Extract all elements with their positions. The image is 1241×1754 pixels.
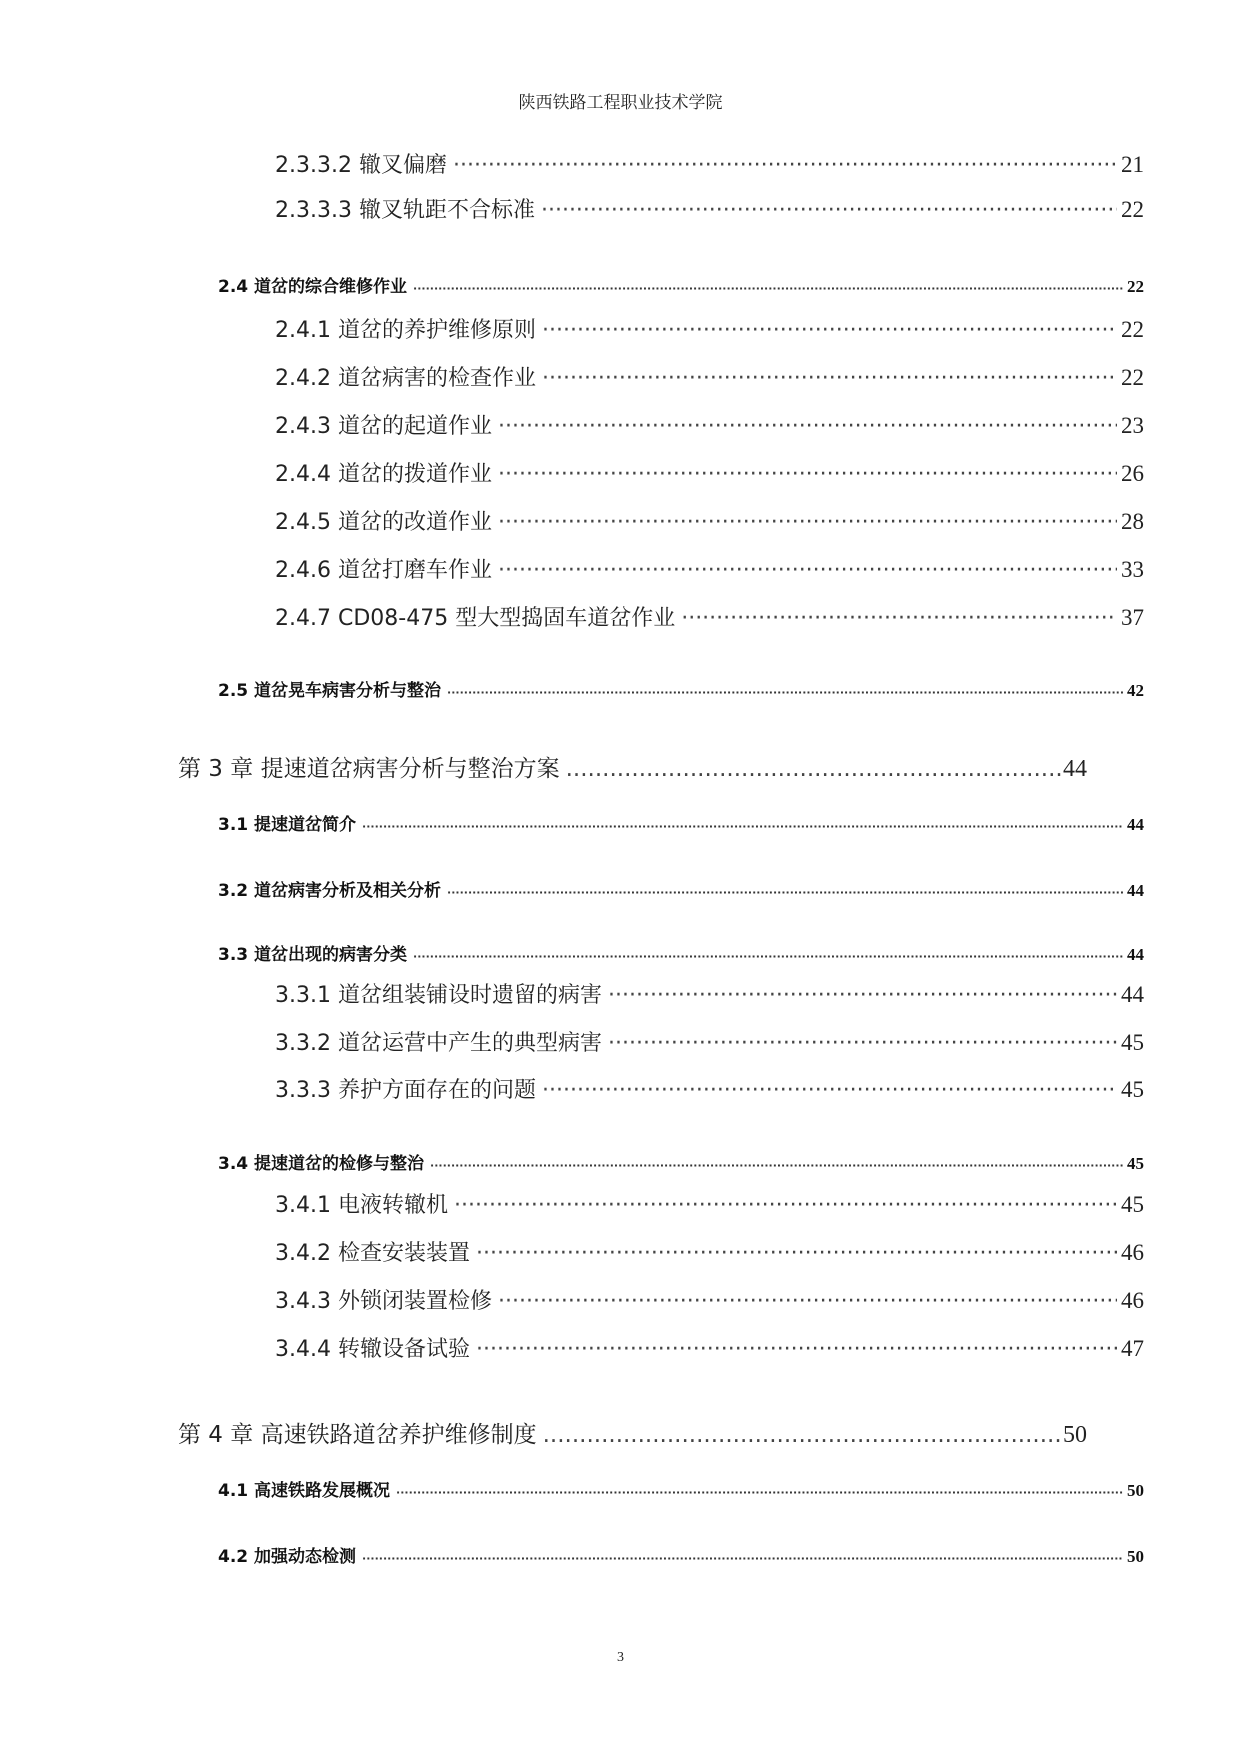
toc-entry-page: 44 <box>1127 881 1144 900</box>
toc-entry-label: 3.4 提速道岔的检修与整治 <box>218 1154 425 1174</box>
toc-entry-page: 22 <box>1127 277 1144 296</box>
toc-entry[interactable] <box>275 505 1144 536</box>
toc-entry-label: 3.4.2 检查安装装置 <box>275 1241 470 1266</box>
toc-entry-page: 21 <box>1121 152 1144 177</box>
toc-entry-page: 50 <box>1127 1481 1144 1500</box>
toc-leader <box>608 1031 1117 1056</box>
toc-leader <box>541 198 1117 223</box>
toc-entry-page: 26 <box>1121 461 1144 486</box>
toc-entry-label: 2.5 道岔晃车病害分析与整治 <box>218 681 442 701</box>
toc-leader <box>447 886 1123 899</box>
toc-entry-label: 第 3 章 提速道岔病害分析与整治方案 <box>178 756 560 782</box>
toc-entry-page: 44 <box>1127 815 1144 834</box>
toc-leader <box>498 558 1117 583</box>
toc-entry[interactable] <box>275 313 1144 344</box>
toc-leader <box>396 1486 1123 1499</box>
toc-entry[interactable] <box>275 1284 1144 1315</box>
toc-leader <box>413 950 1123 963</box>
toc-entry-label: 3.4.4 转辙设备试验 <box>275 1337 470 1362</box>
toc-entry-page: 33 <box>1121 557 1144 582</box>
toc-entry-page: 23 <box>1121 413 1144 438</box>
toc-entry-page: 22 <box>1121 197 1144 222</box>
toc-leader <box>498 414 1117 439</box>
toc-leader <box>542 366 1117 391</box>
toc-leader <box>542 1078 1117 1103</box>
toc-entry-label: 2.3.3.2 辙叉偏磨 <box>275 153 447 178</box>
toc-entry[interactable] <box>218 272 1144 297</box>
page-number: 3 <box>617 1650 624 1665</box>
toc-leader <box>608 983 1117 1008</box>
toc-entry[interactable] <box>275 409 1144 440</box>
toc-entry[interactable] <box>218 1149 1144 1174</box>
toc-entry-page: 46 <box>1121 1240 1144 1265</box>
toc-entry-label: 3.4.1 电液转辙机 <box>275 1193 448 1218</box>
toc-entry-page: 44 <box>1121 982 1144 1007</box>
toc-entry-label: 3.3.3 养护方面存在的问题 <box>275 1078 536 1103</box>
toc-entry[interactable] <box>275 193 1144 224</box>
toc-leader <box>476 1241 1117 1266</box>
toc-entry-label: 3.3.2 道岔运营中产生的典型病害 <box>275 1031 602 1056</box>
toc-entry[interactable] <box>275 601 1144 632</box>
toc-entry-label: 2.4.7 CD08-475 型大型捣固车道岔作业 <box>275 606 676 631</box>
toc-entry-label: 3.2 道岔病害分析及相关分析 <box>218 881 442 901</box>
toc-entry-page: 44 <box>1127 945 1144 964</box>
toc-entry[interactable] <box>275 148 1144 179</box>
toc-leader <box>498 1289 1117 1314</box>
toc-entry-label: 2.4.3 道岔的起道作业 <box>275 414 492 439</box>
toc-leader <box>362 1552 1123 1565</box>
toc-entry-page: 47 <box>1121 1336 1144 1361</box>
toc-entry[interactable] <box>218 940 1144 965</box>
toc-entry-label: 第 4 章 高速铁路道岔养护维修制度 <box>178 1422 537 1448</box>
toc-entry[interactable] <box>275 1188 1144 1219</box>
toc-entry[interactable] <box>275 978 1144 1009</box>
toc-entry[interactable] <box>218 1476 1144 1501</box>
toc-leader <box>413 282 1123 295</box>
toc-leader <box>498 510 1117 535</box>
toc-entry-label: 2.4.2 道岔病害的检查作业 <box>275 366 536 391</box>
toc-entry-label: 2.4.4 道岔的拨道作业 <box>275 462 492 487</box>
toc-entry-page: 50 <box>1063 1422 1087 1448</box>
toc-entry[interactable] <box>218 810 1144 835</box>
toc-entry-page: 22 <box>1121 365 1144 390</box>
toc-entry[interactable] <box>275 457 1144 488</box>
toc-entry[interactable] <box>218 1542 1144 1567</box>
toc-entry-label: 3.3.1 道岔组装铺设时遗留的病害 <box>275 983 602 1008</box>
toc-entry-page: 50 <box>1127 1547 1144 1566</box>
toc-entry-label: 2.4.6 道岔打磨车作业 <box>275 558 492 583</box>
toc-entry-page: 45 <box>1121 1030 1144 1055</box>
toc-entry-label: 3.1 提速道岔简介 <box>218 815 357 835</box>
toc-entry-label: 2.4 道岔的综合维修作业 <box>218 277 408 297</box>
toc-entry-page: 45 <box>1121 1077 1144 1102</box>
toc-entry-chapter[interactable] <box>178 750 1087 783</box>
toc-leader <box>498 462 1117 487</box>
toc-leader <box>476 1337 1117 1362</box>
toc-entry[interactable] <box>275 1073 1144 1104</box>
toc-entry-label: 2.4.5 道岔的改道作业 <box>275 510 492 535</box>
toc-leader <box>453 153 1117 178</box>
toc-leader <box>447 686 1123 699</box>
toc-entry[interactable] <box>275 361 1144 392</box>
toc-entry-page: 45 <box>1127 1154 1144 1173</box>
toc-entry-page: 45 <box>1121 1192 1144 1217</box>
toc-leader <box>681 606 1117 631</box>
toc-entry[interactable] <box>218 676 1144 701</box>
toc-leader <box>566 756 1061 782</box>
toc-leader <box>430 1159 1123 1172</box>
toc-entry[interactable] <box>275 1236 1144 1267</box>
toc-entry-label: 4.1 高速铁路发展概况 <box>218 1481 391 1501</box>
toc-leader <box>362 820 1123 833</box>
toc-leader <box>454 1193 1117 1218</box>
toc-entry[interactable] <box>275 1026 1144 1057</box>
toc-entry-label: 3.4.3 外锁闭装置检修 <box>275 1289 492 1314</box>
toc-entry-page: 44 <box>1063 756 1087 782</box>
toc-entry[interactable] <box>275 1332 1144 1363</box>
toc-entry[interactable] <box>218 876 1144 901</box>
toc-entry-label: 2.4.1 道岔的养护维修原则 <box>275 318 536 343</box>
toc-entry-page: 28 <box>1121 509 1144 534</box>
toc-leader <box>542 318 1117 343</box>
toc-entry-label: 2.3.3.3 辙叉轨距不合标准 <box>275 198 535 223</box>
toc-entry-page: 46 <box>1121 1288 1144 1313</box>
toc-entry-label: 3.3 道岔出现的病害分类 <box>218 945 408 965</box>
toc-entry-page: 37 <box>1121 605 1144 630</box>
toc-leader <box>543 1422 1061 1448</box>
toc-entry-label: 4.2 加强动态检测 <box>218 1547 357 1567</box>
page-header: 陕西铁路工程职业技术学院 <box>518 93 723 113</box>
toc-entry[interactable] <box>275 553 1144 584</box>
toc-entry-chapter[interactable] <box>178 1416 1087 1449</box>
toc-entry-page: 42 <box>1127 681 1144 700</box>
toc-entry-page: 22 <box>1121 317 1144 342</box>
